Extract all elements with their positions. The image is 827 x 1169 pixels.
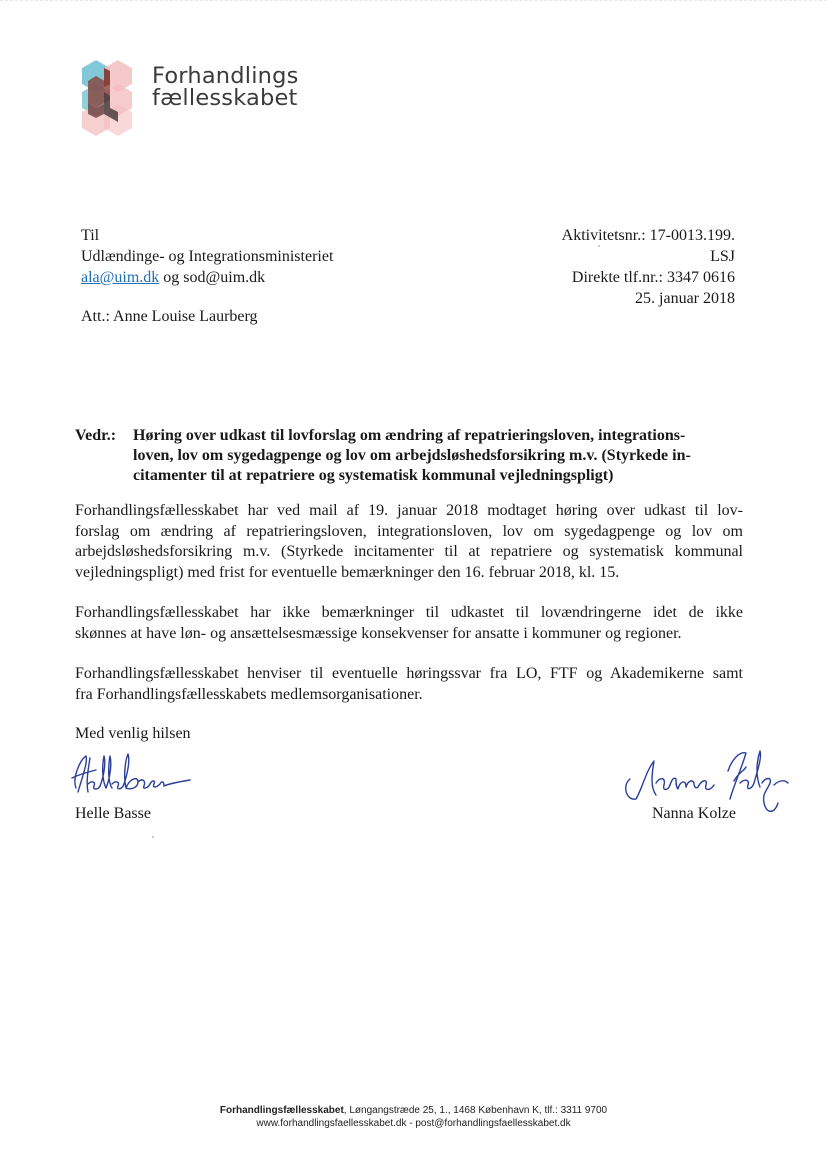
subject-label: Vedr.: bbox=[75, 427, 117, 444]
scan-speck bbox=[152, 836, 154, 838]
closing-salutation: Med venlig hilsen bbox=[75, 725, 191, 742]
recipient-block bbox=[81, 225, 333, 288]
activity-number: Aktivitetsnr.: 17-0013.199. bbox=[561, 227, 735, 244]
paragraph-line: Forhandlingsfællesskabet har ved mail af 19. januar 2018 modtaget høring over udkast til lov- bbox=[75, 502, 743, 519]
paragraph-line: forslag om ændring af repatrieringsloven, integrationsloven, lov om sygedagpenge og lov om bbox=[75, 522, 743, 540]
signatory-left-name: Helle Basse bbox=[75, 805, 151, 822]
email-link-ala[interactable]: ala@uim.dk bbox=[81, 269, 160, 286]
initials: LSJ bbox=[710, 248, 735, 265]
page-top-rule bbox=[0, 0, 827, 5]
paragraph-line: arbejdsløshedsforsikring m.v. (Styrkede incitamenter til at repatriere og systematisk kommunal bbox=[75, 543, 743, 560]
recipient-org: Udlændinge- og Integrationsministeriet bbox=[81, 248, 334, 265]
organization-logo bbox=[74, 56, 314, 136]
paragraph-line: Forhandlingsfællesskabet henviser til eventuelle høringssvar fra LO, FTF og Akademikerne samt bbox=[75, 665, 743, 682]
paragraph-line: skønnes at have løn- og ansættelsesmæssige konsekvenser for ansatte i kommuner og regioner. bbox=[75, 624, 682, 642]
subject-line: Høring over udkast til lovforslag om ændring af repatrieringsloven, integrations- bbox=[133, 427, 686, 444]
email-joiner: og bbox=[159, 269, 184, 286]
page-footer bbox=[0, 1104, 827, 1130]
signatory-right-name: Nanna Kolze bbox=[652, 805, 736, 822]
paragraph-line: Forhandlingsfællesskabet har ikke bemærkninger til udkastet til lovændringerne idet de ikke bbox=[75, 604, 743, 621]
logo-wordmark bbox=[152, 65, 299, 109]
letter-meta-block bbox=[562, 225, 735, 309]
subject-line: citamenter til at repatriere og systematisk kommunal vejledningspligt) bbox=[133, 467, 614, 484]
email-sod: sod@uim.dk bbox=[183, 269, 266, 286]
footer-address-line bbox=[0, 1104, 827, 1117]
body-paragraph-3 bbox=[75, 664, 743, 705]
paragraph-line: vejledningspligt) med frist for eventuelle bemærkninger den 16. februar 2018, kl. 15. bbox=[75, 563, 620, 581]
body-paragraph-2 bbox=[75, 603, 743, 644]
paragraph-line: fra Forhandlingsfællesskabets medlemsorganisationer. bbox=[75, 685, 423, 703]
subject-text bbox=[133, 426, 745, 486]
letter-date: 25. januar 2018 bbox=[635, 290, 735, 307]
scan-speck bbox=[598, 245, 600, 247]
body-paragraph-1 bbox=[75, 501, 743, 583]
subject-line: loven, lov om sygedagpenge og lov om arbejdsløshedsforsikring m.v. (Styrkede in- bbox=[133, 447, 691, 464]
attention-line: Att.: Anne Louise Laurberg bbox=[81, 308, 258, 325]
recipient-emails bbox=[81, 267, 333, 288]
hexagon-logo-icon bbox=[74, 56, 144, 136]
recipient-label: Til bbox=[81, 227, 100, 244]
footer-web-email: www.forhandlingsfaellesskabet.dk - post@forhandlingsfaellesskabet.dk bbox=[256, 1118, 571, 1129]
logo-line-1: Forhandlings bbox=[152, 63, 299, 89]
logo-line-2: fællesskabet bbox=[152, 85, 298, 111]
signature-helle-basse bbox=[66, 748, 196, 809]
footer-org-name: Forhandlingsfællesskabet bbox=[219, 1105, 344, 1116]
direct-phone: Direkte tlf.nr.: 3347 0616 bbox=[571, 269, 735, 286]
footer-address: , Løngangstræde 25, 1., 1468 København K, tlf.: 3311 9700 bbox=[343, 1105, 608, 1116]
